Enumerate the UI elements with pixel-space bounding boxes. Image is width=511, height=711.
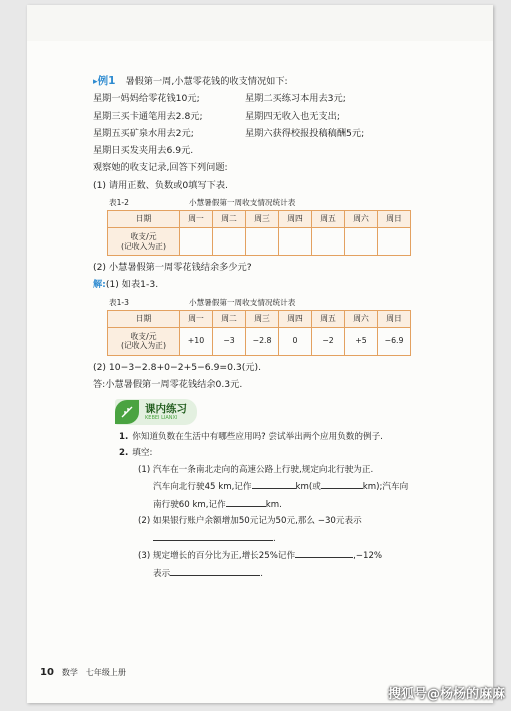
table-header-cell: 周二 xyxy=(213,310,246,327)
solution-step-2: (2) 10−3−2.8+0−2+5−6.9=0.3(元). xyxy=(93,361,262,373)
exercise-2-3: (3) 规定增长的百分比为正,增长25%记作 ,−12% xyxy=(93,547,473,565)
row-label-cell xyxy=(108,228,180,256)
row-label-line2: (记收入为正) xyxy=(120,341,167,351)
table-caption xyxy=(93,196,473,210)
row-label-line1: 收支/元 xyxy=(130,331,157,341)
row-label-line2: (记收入为正) xyxy=(120,241,167,251)
table-caption xyxy=(93,296,473,310)
expense-row xyxy=(93,90,473,107)
practice-title: 课内练习 xyxy=(145,403,187,416)
table-number: 表1-2 xyxy=(109,198,129,208)
table-header-cell: 周一 xyxy=(180,310,213,327)
row-label-cell xyxy=(108,327,180,355)
empty-cell xyxy=(312,228,345,256)
table-header-cell: 周六 xyxy=(345,211,378,228)
exercise-2-1-line3: 南行驶60 km,记作 km. xyxy=(93,496,473,514)
value-cell: −6.9 xyxy=(378,327,411,355)
value-cell: 0 xyxy=(279,327,312,355)
table-row xyxy=(108,327,411,355)
answer-blank[interactable] xyxy=(153,530,273,541)
expense-item: 星期日买发夹用去6.9元. xyxy=(93,145,194,157)
page-top-band xyxy=(27,5,493,41)
triangle-marker-icon: ▸ xyxy=(93,76,98,87)
blank-income-table xyxy=(107,210,411,256)
answer-blank[interactable] xyxy=(170,565,260,576)
answer-blank[interactable] xyxy=(295,547,353,558)
expense-item: 星期四无收入也无支出; xyxy=(245,110,340,122)
page-number: 10 xyxy=(40,667,54,678)
table-header-cell: 日期 xyxy=(108,310,180,327)
expense-row xyxy=(93,108,473,125)
value-cell: −3 xyxy=(213,327,246,355)
table-header-cell: 周五 xyxy=(312,310,345,327)
empty-cell xyxy=(180,228,213,256)
answer-blank[interactable] xyxy=(252,478,296,489)
empty-cell xyxy=(213,228,246,256)
question-1: (1) 请用正数、负数或0填写下表. xyxy=(93,179,228,191)
leaf-icon xyxy=(115,400,139,424)
table-header-cell: 周四 xyxy=(279,310,312,327)
watermark: 搜狐号@杨杨的麻麻 xyxy=(387,687,505,702)
expense-item: 星期六获得校报投稿稿酬5元; xyxy=(245,127,365,139)
answer-blank[interactable] xyxy=(226,496,266,507)
table-header-row xyxy=(108,310,411,327)
exercise-2-2: (2) 如果银行账户余额增加50元记为50元,那么 −30元表示 xyxy=(138,516,362,527)
table-header-cell: 周日 xyxy=(378,211,411,228)
table-header-cell: 周日 xyxy=(378,310,411,327)
empty-cell xyxy=(279,228,312,256)
example-label: 例1 xyxy=(97,75,116,87)
observe-instruction: 观察她的收支记录,回答下列问题: xyxy=(93,162,228,174)
table-header-cell: 日期 xyxy=(108,211,180,228)
table-header-cell: 周一 xyxy=(180,211,213,228)
answer-blank[interactable] xyxy=(321,478,363,489)
table-number: 表1-3 xyxy=(109,297,129,307)
expense-item: 星期三买卡通笔用去2.8元; xyxy=(93,110,203,122)
example-heading xyxy=(93,73,473,90)
value-cell: −2 xyxy=(312,327,345,355)
row-label-line1: 收支/元 xyxy=(130,232,157,242)
table-header-cell: 周六 xyxy=(345,310,378,327)
solution-answer: 答:小慧暑假第一周零花钱结余0.3元. xyxy=(93,378,243,390)
table-header-cell: 周三 xyxy=(246,211,279,228)
page-content xyxy=(93,73,473,582)
exercise-2-2-line2: . xyxy=(93,530,473,548)
expense-item: 星期一妈妈给零花钱10元; xyxy=(93,93,200,105)
exercise-2: 2. 填空: xyxy=(119,448,153,459)
practice-badge xyxy=(115,399,197,425)
table-title: 小慧暑假第一周收支情况统计表 xyxy=(189,198,296,208)
table-title: 小慧暑假第一周收支情况统计表 xyxy=(189,297,296,307)
example-intro: 暑假第一周,小慧零花钱的收支情况如下: xyxy=(125,76,288,87)
solution-step-1: 解:(1) 如表1-3. xyxy=(93,279,159,291)
expense-item: 星期五买矿泉水用去2元; xyxy=(93,127,194,139)
expense-item: 星期二买练习本用去3元; xyxy=(245,93,346,105)
practice-section xyxy=(93,399,473,582)
empty-cell xyxy=(345,228,378,256)
empty-cell xyxy=(246,228,279,256)
solution-label: 解: xyxy=(93,279,106,291)
value-cell: −2.8 xyxy=(246,327,279,355)
income-table xyxy=(107,310,411,356)
empty-cell xyxy=(378,228,411,256)
table-row xyxy=(108,228,411,256)
expense-row xyxy=(93,125,473,142)
exercise-1: 1. 你知道负数在生活中有哪些应用吗? 尝试举出两个应用负数的例子. xyxy=(119,431,383,442)
value-cell: +5 xyxy=(345,327,378,355)
footer-subject: 数学 xyxy=(61,668,78,677)
exercise-2-1: (1) 汽车在一条南北走向的高速公路上行驶,规定向北行驶为正. xyxy=(138,464,374,475)
table-header-cell: 周三 xyxy=(246,310,279,327)
exercise-2-1-line2: 汽车向北行驶45 km,记作 km(或 km);汽车向 xyxy=(93,478,473,496)
textbook-page xyxy=(27,5,493,703)
footer-grade: 七年级上册 xyxy=(85,668,126,677)
practice-subtitle: KEBEI LIANXI xyxy=(145,415,178,422)
value-cell: +10 xyxy=(180,327,213,355)
table-header-cell: 周四 xyxy=(279,211,312,228)
question-2: (2) 小慧暑假第一周零花钱结余多少元? xyxy=(93,262,252,274)
table-header-cell: 周五 xyxy=(312,211,345,228)
exercise-2-3-line2: 表示 . xyxy=(93,565,473,583)
page-footer xyxy=(40,667,126,678)
table-header-cell: 周二 xyxy=(213,211,246,228)
table-header-row xyxy=(108,211,411,228)
